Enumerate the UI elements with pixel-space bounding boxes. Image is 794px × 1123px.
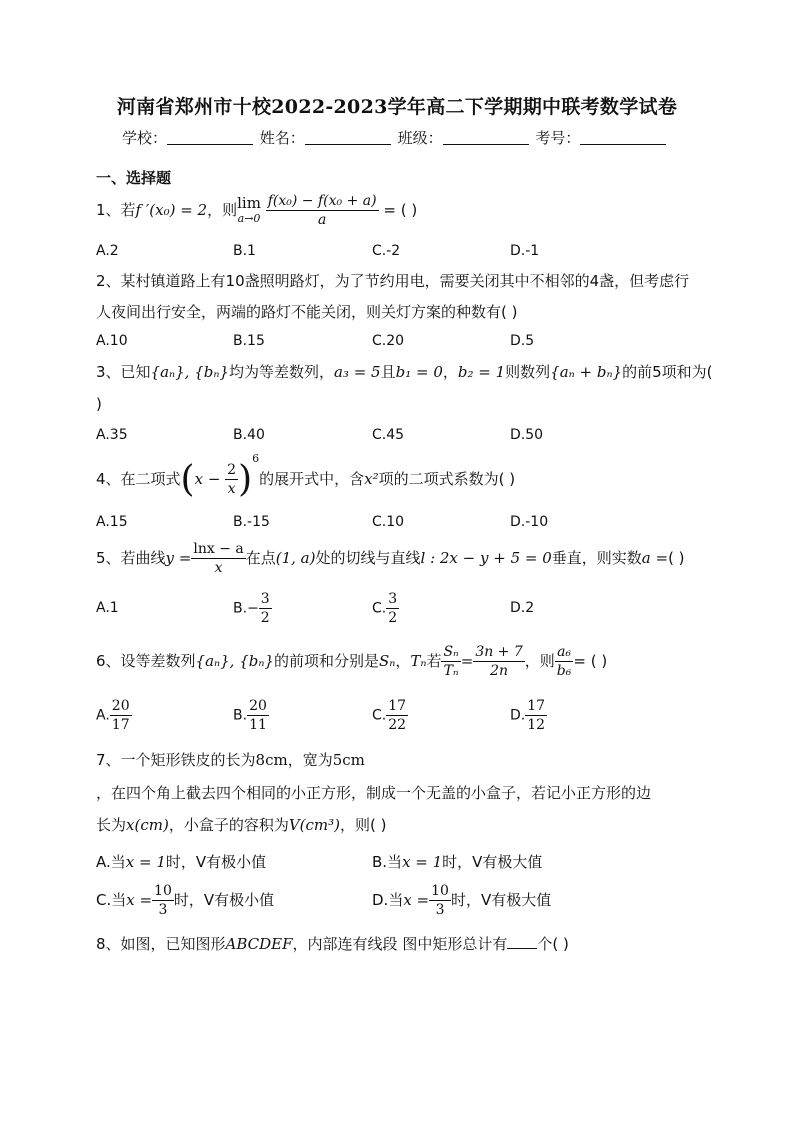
q3-option-b: B.40 <box>233 427 265 443</box>
number-label: 考号： <box>535 129 581 147</box>
q6-text-5: ，则 <box>524 652 555 670</box>
q7-optd-x: x = <box>403 891 430 909</box>
q3-option-c: C.45 <box>372 427 405 443</box>
q4-text-3: 项的二项式系数为( ) <box>378 470 516 488</box>
q3-cond-2: b₁ = 0 <box>395 363 443 381</box>
q7-text-2: ，宽为 <box>287 751 333 769</box>
q4-text-1: 4、在二项式 <box>96 470 181 488</box>
q6-option-c <box>372 697 408 734</box>
q3-text-1: 3、已知 <box>96 363 151 381</box>
q5-frac-num: lnx − a <box>193 541 244 557</box>
q4-right-paren: ) <box>238 459 253 500</box>
q5-optb-label: B. <box>233 600 248 617</box>
q3-cond-1: a₃ = 5 <box>333 363 381 381</box>
q5-point: (1, a) <box>275 549 316 567</box>
q6-option-a <box>96 697 132 734</box>
q3-text-4: ， <box>442 363 458 381</box>
q6-frac-ab-num: a₆ <box>555 643 574 662</box>
q8-text-1: 8、如图，已知图形 <box>96 935 226 953</box>
q7-optc-den: 3 <box>158 902 168 918</box>
q4-left-paren: ( <box>180 459 195 500</box>
q5-option-d: D.2 <box>510 600 535 616</box>
q3-closing: ) <box>96 395 102 413</box>
q2-option-c: C.20 <box>372 333 405 349</box>
q2-option-d: D.5 <box>510 333 535 349</box>
question-7-line-3 <box>96 814 387 835</box>
q7-opta-label: A.当 <box>96 853 126 871</box>
q3-text-6: 的前5项和为( <box>622 363 713 381</box>
q3-cond-3: b₂ = 1 <box>457 363 506 381</box>
q7-optc-x: x = <box>126 891 153 909</box>
name-label: 姓名： <box>259 129 305 147</box>
q6-s: Sₙ <box>378 652 396 670</box>
q5-optc-label: C. <box>372 600 387 617</box>
q6-opta-num: 20 <box>111 698 130 714</box>
q4-option-c: C.10 <box>372 514 405 530</box>
q7-option-c <box>96 882 274 919</box>
q2-option-a: A.10 <box>96 333 128 349</box>
question-8 <box>96 933 569 954</box>
q7-x-cm: x(cm) <box>126 816 169 834</box>
q5-text-3: 处的切线与直线 <box>315 549 421 567</box>
question-2: 2、某村镇道路上有10盏照明路灯，为了节约用电，需要关闭其中不相邻的4盏，但考虑行人夜间出行安全，两端的路灯不能关闭，则关灯方案的种数有( ) <box>96 272 690 321</box>
q4-x-squared: x² <box>364 470 379 488</box>
q7-option-d <box>372 882 551 919</box>
q8-answer-blank[interactable] <box>507 936 537 949</box>
q6-equals: = <box>460 652 474 670</box>
q6-frac-st-den: Tₙ <box>443 663 459 679</box>
q6-option-b <box>233 697 269 734</box>
q4-option-a: A.15 <box>96 514 128 530</box>
q7-option-a <box>96 851 266 872</box>
q6-optd-den: 12 <box>527 717 546 733</box>
q6-text-1: 6、设等差数列 <box>96 652 196 670</box>
q5-optc-num: 3 <box>388 591 398 607</box>
q6-optb-num: 20 <box>249 698 267 714</box>
q3-option-a: A.35 <box>96 427 128 443</box>
q5-text-4: 垂直，则实数 <box>551 549 642 567</box>
q5-optb-fraction <box>259 590 272 627</box>
q6-frac-n-den: 2n <box>490 663 509 679</box>
q6-text-3: ， <box>395 652 411 670</box>
number-field[interactable] <box>580 130 666 145</box>
q4-frac-den: x <box>227 481 236 497</box>
q7-optd-den: 3 <box>435 902 445 918</box>
q2-option-b: B.15 <box>233 333 265 349</box>
q3-sequences: {aₙ}, {bₙ} <box>150 363 229 381</box>
q3-text-2: 均为等差数列， <box>228 363 334 381</box>
q6-text-6: = ( ) <box>573 652 608 670</box>
exam-title: 河南省郑州市十校2022-2023学年高二下学期期中联考数学试卷 <box>116 96 678 118</box>
question-5 <box>96 540 685 577</box>
q5-optc-den: 2 <box>388 610 398 626</box>
q6-option-d <box>510 697 547 734</box>
q5-optb-sign: − <box>247 600 259 617</box>
q4-option-d: D.-10 <box>510 514 549 530</box>
q6-frac-st-num: Sₙ <box>443 644 459 660</box>
q7-opta-text: 时，V有极小值 <box>165 853 267 871</box>
q1-lim-sub: a→0 <box>237 211 261 225</box>
q5-option-a: A.1 <box>96 600 119 616</box>
q6-sequences: {aₙ}, {bₙ} <box>195 652 274 670</box>
q6-t: Tₙ <box>410 652 427 670</box>
student-info-row <box>122 127 668 148</box>
q7-optc-text: 时，V有极小值 <box>173 891 275 909</box>
q7-optc-label: C.当 <box>96 891 127 909</box>
q5-optb-num: 3 <box>260 591 270 607</box>
q1-option-d: D.-1 <box>510 243 540 259</box>
q7-v-cm: V(cm³) <box>288 816 341 834</box>
q5-option-c <box>372 590 399 627</box>
section-heading: 一、选择题 <box>96 169 172 187</box>
q4-frac-num: 2 <box>227 462 237 478</box>
q8-text-2: ，内部连有线段 图中矩形总计有 <box>292 935 508 953</box>
q6-optd-fraction <box>525 697 547 734</box>
q6-frac-n <box>473 643 524 680</box>
q6-text-4: 若 <box>426 652 442 670</box>
q5-fraction <box>191 540 245 577</box>
q1-numerator: f(x₀) − f(x₀ + a) <box>267 193 377 209</box>
q7-text-5: ，则( ) <box>340 816 387 834</box>
q7-optb-label: B.当 <box>372 853 403 871</box>
q1-prefix: 1、若 <box>96 201 136 219</box>
q4-text-2: 的展开式中，含 <box>259 470 365 488</box>
q7-option-b <box>372 851 542 872</box>
q3-text-5: 则数列 <box>505 363 551 381</box>
name-field[interactable] <box>305 130 391 145</box>
question-3 <box>96 361 712 382</box>
q7-text-3: 长为 <box>96 816 127 834</box>
q6-opta-fraction <box>110 697 132 734</box>
q5-line-eq: l : 2x − y + 5 = 0 <box>420 549 552 567</box>
q5-optc-fraction <box>386 590 399 627</box>
q1-fraction <box>266 192 379 229</box>
q6-opta-label: A. <box>96 707 110 724</box>
q6-optd-num: 17 <box>527 698 546 714</box>
q6-opta-den: 17 <box>111 717 130 733</box>
q4-exponent: 6 <box>252 452 260 465</box>
q7-optc-fraction <box>152 882 174 919</box>
q6-optb-label: B. <box>233 707 248 724</box>
q6-frac-n-num: 3n + 7 <box>475 644 523 660</box>
q5-text-1: 5、若曲线 <box>96 549 166 567</box>
q6-frac-ab <box>555 643 574 680</box>
q1-condition: f ′(x₀) = 2 <box>135 201 208 219</box>
q5-y: y = <box>165 549 192 567</box>
q7-optd-label: D.当 <box>372 891 404 909</box>
question-7-line-2: ，在四个角上截去四个相同的小正方形，制成一个无盖的小盒子，若记小正方形的边 <box>96 784 652 802</box>
q7-optd-num: 10 <box>431 883 449 899</box>
q4-minus: − <box>203 470 226 488</box>
q4-option-b: B.-15 <box>233 514 270 530</box>
q5-frac-den: x <box>214 560 223 576</box>
q1-option-a: A.2 <box>96 243 119 259</box>
class-field[interactable] <box>443 130 529 145</box>
q1-lim-text: lim <box>237 193 261 212</box>
q7-optc-num: 10 <box>154 883 172 899</box>
q1-denominator: a <box>317 212 327 228</box>
q3-cond-4: {aₙ + bₙ} <box>550 363 623 381</box>
q1-limit <box>237 193 261 226</box>
q5-optb-den: 2 <box>260 610 270 626</box>
q1-option-b: B.1 <box>233 243 256 259</box>
q1-option-c: C.-2 <box>372 243 401 259</box>
q6-frac-st <box>441 643 460 680</box>
q6-optc-label: C. <box>372 707 387 724</box>
q5-text-5: ( ) <box>668 549 685 567</box>
q7-text-1: 7、一个矩形铁皮的长为 <box>96 751 256 769</box>
q8-figure-name: ABCDEF <box>225 935 293 953</box>
q7-optd-text: 时，V有极大值 <box>450 891 552 909</box>
class-label: 班级： <box>397 129 443 147</box>
q4-fraction <box>225 461 238 498</box>
q6-optb-fraction <box>247 697 269 734</box>
q7-optb-text: 时，V有极大值 <box>442 853 543 871</box>
q7-opta-cond: x = 1 <box>125 853 166 871</box>
q6-optb-den: 11 <box>249 717 267 733</box>
q8-text-3: 个( ) <box>537 935 569 953</box>
q6-optc-den: 22 <box>388 717 407 733</box>
school-field[interactable] <box>167 130 253 145</box>
q7-optd-fraction <box>429 882 451 919</box>
question-7-line-1 <box>96 749 365 770</box>
q4-x: x <box>194 470 204 488</box>
school-label: 学校： <box>122 129 168 147</box>
q3-text-3: 且 <box>380 363 396 381</box>
q1-then: ，则 <box>207 201 238 219</box>
q6-optd-label: D. <box>510 707 526 724</box>
q6-frac-ab-den: b₆ <box>556 663 572 679</box>
q7-text-4: ，小盒子的容积为 <box>168 816 289 834</box>
q1-tail: = ( ) <box>383 201 418 219</box>
question-1 <box>96 192 417 229</box>
q7-optb-cond: x = 1 <box>402 853 443 871</box>
q5-text-2: 在点 <box>245 549 276 567</box>
question-4 <box>96 452 515 500</box>
q7-width: 5cm <box>332 751 365 769</box>
q7-length: 8cm <box>255 751 288 769</box>
q6-optc-fraction <box>386 697 408 734</box>
q6-text-2: 的前项和分别是 <box>273 652 379 670</box>
q6-optc-num: 17 <box>388 698 407 714</box>
q5-a: a = <box>641 549 669 567</box>
question-6 <box>96 643 607 680</box>
q3-option-d: D.50 <box>510 427 544 443</box>
q5-option-b <box>233 590 272 627</box>
